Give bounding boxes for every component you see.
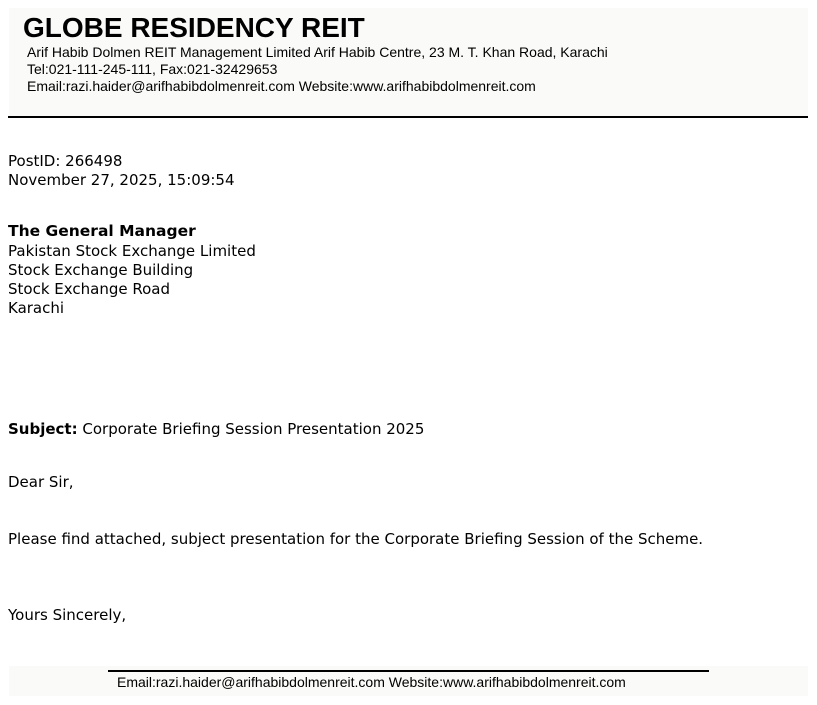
subject-text: Corporate Briefing Session Presentation 2025: [82, 420, 425, 438]
addressee-line: Stock Exchange Road: [8, 280, 170, 298]
company-phone-fax: Tel:021-111-245-111, Fax:021-32429653: [27, 61, 278, 77]
header-divider: [8, 116, 808, 118]
addressee-title: The General Manager: [8, 222, 196, 240]
subject-label: Subject:: [8, 420, 78, 438]
footer-divider: [108, 670, 709, 672]
subject-line: [8, 420, 424, 439]
letterhead: [9, 8, 808, 116]
body-paragraph: Please find attached, subject presentation for the Corporate Briefing Session of the Scheme.: [8, 530, 704, 548]
closing: Yours Sincerely,: [8, 606, 127, 624]
company-name: GLOBE RESIDENCY REIT: [23, 12, 365, 43]
company-address: Arif Habib Dolmen REIT Management Limited Arif Habib Centre, 23 M. T. Khan Road, Karachi: [27, 44, 608, 60]
salutation: Dear Sir,: [8, 473, 74, 491]
addressee-line: Karachi: [8, 299, 65, 317]
post-datetime: November 27, 2025, 15:09:54: [8, 171, 235, 189]
footer-contact: Email:razi.haider@arifhabibdolmenreit.com Website:www.arifhabibdolmenreit.com: [117, 674, 626, 690]
addressee-line: Pakistan Stock Exchange Limited: [8, 242, 256, 260]
addressee-line: Stock Exchange Building: [8, 261, 194, 279]
post-id: PostID: 266498: [8, 152, 123, 170]
company-email-website: Email:razi.haider@arifhabibdolmenreit.com Website:www.arifhabibdolmenreit.com: [27, 78, 536, 94]
